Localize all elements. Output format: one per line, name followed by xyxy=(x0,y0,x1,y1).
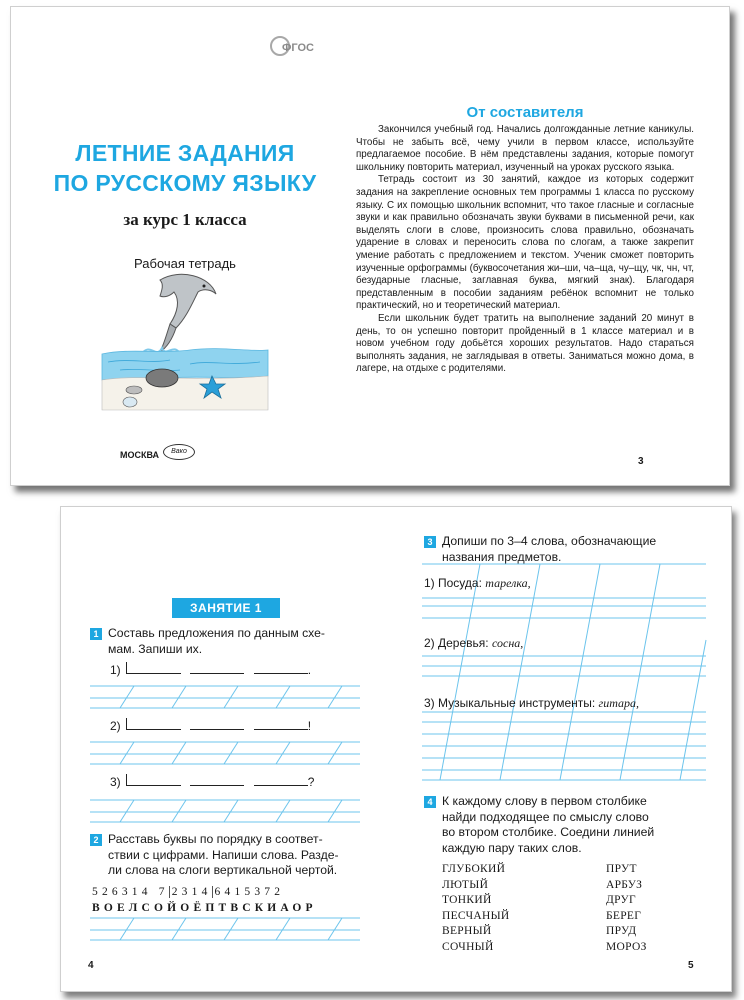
book-subtitle: за курс 1 класса xyxy=(123,210,247,229)
fgos-logo xyxy=(262,28,314,58)
task-4-instruction xyxy=(442,794,704,856)
left-word-4: ПЕСЧАНЫЙ xyxy=(442,909,510,922)
scheme-2-end: ! xyxy=(307,719,312,733)
publisher-logo: Вако xyxy=(163,444,195,460)
right-word-5: ПРУД xyxy=(606,925,637,938)
digit-row xyxy=(92,886,284,898)
scheme-3-blank-1 xyxy=(126,774,181,786)
scheme-3-end: ? xyxy=(307,775,315,789)
digits-group-1: 52631 xyxy=(92,886,142,898)
task-3-item-3-example: гитара, xyxy=(598,696,640,710)
preface-paragraph-1: Закончился учебный год. Начались долгожданные летние каникулы. Чтобы не забыть всё, чему учили в первом классе, используйте предлагаемое пособие. В нём представлены задания, которые помогут школьнику повторить материал, изученный на уроках русского языка. xyxy=(356,124,694,173)
task-4-line3: во втором столбике. Соедини линией xyxy=(442,825,655,839)
scheme-3-label: 3) xyxy=(110,775,121,789)
task-2-number: 2 xyxy=(90,834,102,846)
scheme-2-label: 2) xyxy=(110,719,121,733)
digits-group-3: 2314 xyxy=(169,886,212,898)
book-title xyxy=(40,138,330,198)
shell xyxy=(123,397,137,407)
digits-group-2: 4 7 xyxy=(141,886,169,898)
task-3-number: 3 xyxy=(424,536,436,548)
scheme-1 xyxy=(110,662,311,677)
task-2-line2: ствии с цифрами. Напиши слова. Разде- xyxy=(108,847,339,862)
scheme-2-blank-3 xyxy=(254,718,308,730)
preface-paragraph-3: Если школьник будет тратить на выполнение заданий 20 минут в день, то он успешно повторит пройденный в 1 классе материал и в новом учебном году добьётся хороших результатов. Надо стараться выполнять задания, не заглядывая в ответы. Заниматься можно дома, в лагере, на отдыхе с родителями. xyxy=(356,312,694,375)
left-word-1: ГЛУБОКИЙ xyxy=(442,863,506,875)
scheme-3-blank-2 xyxy=(190,774,244,786)
right-word-3: ДРУГ xyxy=(606,894,636,907)
task-2-line1: Расставь буквы по порядку в соответ- xyxy=(108,832,323,846)
right-ruling xyxy=(422,564,706,780)
task-3-item-1 xyxy=(424,576,531,591)
pebble xyxy=(126,386,142,394)
dolphin-body xyxy=(160,274,216,328)
task-3-item-1-example: тарелка, xyxy=(485,576,531,590)
page-number-4: 4 xyxy=(88,960,94,971)
letter-row: ВОЕЛСОЙОЁПТВСКИАОР xyxy=(92,902,317,914)
left-word-5: ВЕРНЫЙ xyxy=(442,925,492,938)
task-3-item-1-label: 1) Посуда: xyxy=(424,576,482,590)
scheme-2 xyxy=(110,718,311,733)
dolphin-eye xyxy=(203,285,206,288)
lesson-title-badge: ЗАНЯТИЕ 1 xyxy=(172,598,280,618)
page-number-3: 3 xyxy=(638,456,644,467)
task-4-line1: К каждому слову в первом столбике xyxy=(442,794,647,808)
left-word-3: ТОНКИЙ xyxy=(442,894,492,907)
scheme-1-label: 1) xyxy=(110,663,121,677)
fgos-label: ФГОС xyxy=(282,42,314,54)
task-3-item-3-label: 3) Музыкальные инструменты: xyxy=(424,696,596,710)
task-3-item-2 xyxy=(424,636,523,651)
task-2-line3: ли слова на слоги вертикальной чертой. xyxy=(108,863,338,877)
left-word-2: ЛЮТЫЙ xyxy=(442,878,489,891)
task-3-item-3 xyxy=(424,696,694,711)
right-word-4: БЕРЕГ xyxy=(606,909,642,922)
task-1-line1: Составь предложения по данным схе- xyxy=(108,626,325,640)
scheme-2-blank-2 xyxy=(190,718,244,730)
task-4-line2: найди подходящее по смыслу слово xyxy=(442,809,649,824)
scheme-1-end: . xyxy=(307,663,312,677)
task-1-instruction xyxy=(108,626,368,657)
digits-group-4: 6415372 xyxy=(212,886,285,898)
scheme-3 xyxy=(110,774,314,789)
scheme-2-blank-1 xyxy=(126,718,181,730)
book-title-line2: ПО РУССКОМУ ЯЗЫКУ xyxy=(53,170,317,196)
left-word-6: СОЧНЫЙ xyxy=(442,940,494,953)
right-word-2: АРБУЗ xyxy=(606,878,643,891)
right-word-1: ПРУТ xyxy=(606,863,637,875)
task-3-line1: Допиши по 3–4 слова, обозначающие xyxy=(442,534,657,548)
publisher-city: МОСКВА xyxy=(120,450,160,460)
preface-text xyxy=(356,124,694,376)
scheme-1-blank-3 xyxy=(254,662,308,674)
book-title-line1: ЛЕТНИЕ ЗАДАНИЯ xyxy=(75,140,295,166)
task-4-right-column xyxy=(606,862,647,956)
preface-title: От составителя xyxy=(466,104,584,121)
task-2-instruction xyxy=(108,832,376,879)
right-word-6: МОРОЗ xyxy=(606,940,647,953)
task-3-instruction xyxy=(442,534,704,565)
task-4-line4: каждую пару таких слов. xyxy=(442,840,582,855)
task-1-number: 1 xyxy=(90,628,102,640)
task-1-line2: мам. Запиши их. xyxy=(108,641,203,656)
task-3-line2: названия предметов. xyxy=(442,549,562,564)
task-4-number: 4 xyxy=(424,796,436,808)
scheme-1-blank-1 xyxy=(126,662,181,674)
scheme-3-blank-3 xyxy=(254,774,308,786)
dolphin-illustration xyxy=(100,270,270,420)
task-4-left-column xyxy=(442,862,510,956)
task-3-item-2-label: 2) Деревья: xyxy=(424,636,489,650)
page-number-5: 5 xyxy=(688,960,694,971)
scheme-1-blank-2 xyxy=(190,662,244,674)
workbook-label: Рабочая тетрадь xyxy=(134,256,236,271)
sea-water xyxy=(102,349,268,381)
preface-paragraph-2: Тетрадь состоит из 30 занятий, каждое из которых содержит задания на закрепление основных тем программы 1 класса по русскому языку. С их помощью школьник вспомнит, что такое гласные и согласные звуки и как правильно обозначать звуки буквами в письменной речи, как выделять слоги в слове, произносить слова правильно, обозначать ударение в словах и переносить слова по слогам, а также закрепит умение работать с предложением и текстом. Ученик сможет повторить изученные орфограммы (буквосочетания жи–ши, ча–ща, чу–щу, чк, чн, чт, безударные гласные, заглавная буква, мягкий знак). Благодаря представленным в пособии заданиям ребёнок вспомнит не только практический, но и теоретический материал. xyxy=(356,174,694,312)
rock xyxy=(146,369,178,387)
task-3-item-2-example: сосна, xyxy=(491,636,524,650)
